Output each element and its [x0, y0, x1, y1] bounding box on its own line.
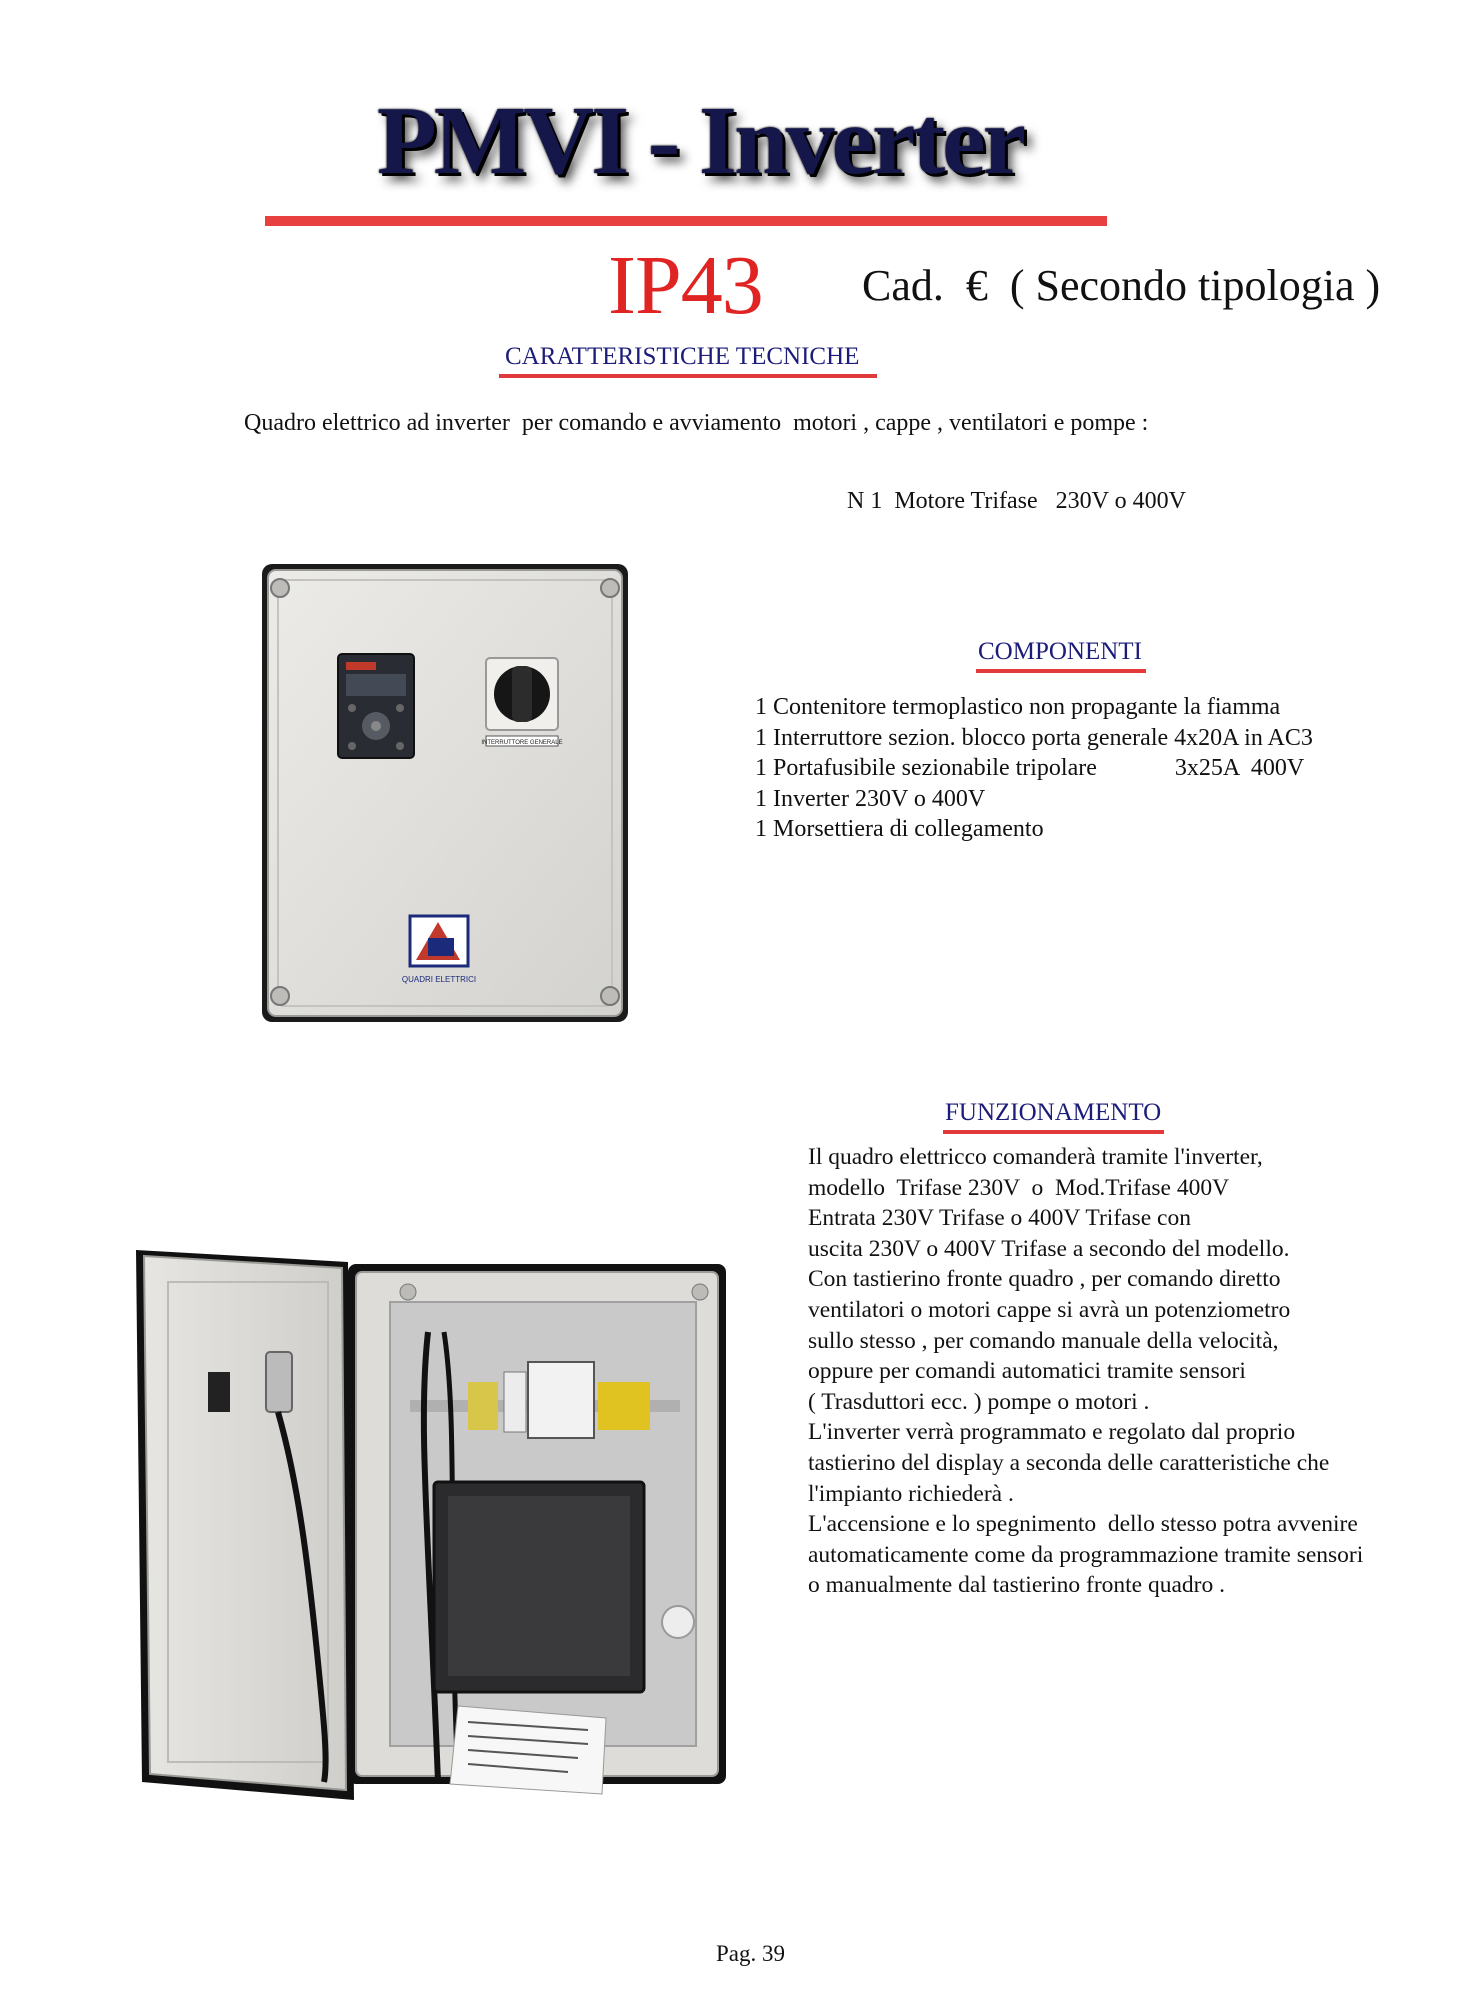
text-line: tastierino del display a seconda delle caratteristiche che: [808, 1449, 1330, 1476]
components-list: [755, 692, 1313, 845]
text-line: Entrata 230V Trifase o 400V Trifase con: [808, 1205, 1191, 1232]
section-heading-label: COMPONENTI: [978, 638, 1142, 665]
section-heading-funzionamento: [945, 1098, 1161, 1134]
text-line: sullo stesso , per comando manuale della velocità,: [808, 1327, 1279, 1354]
text-line: L'accensione e lo spegnimento dello stesso potra avvenire: [808, 1511, 1358, 1538]
control-panel-front-photo: [258, 560, 632, 1026]
text-line: Con tastierino fronte quadro , per comando diretto: [808, 1266, 1281, 1293]
section-underline: [499, 374, 877, 378]
section-heading-caratteristiche: [505, 342, 859, 378]
page-title: PMVI - Inverter: [376, 87, 1024, 195]
text-line: l'impianto richiederà .: [808, 1480, 1014, 1507]
list-item: 1 Inverter 230V o 400V: [755, 785, 986, 812]
section-underline: [943, 1130, 1164, 1134]
title-underline: [265, 216, 1107, 226]
section-heading-componenti: [978, 637, 1142, 673]
text-line: automaticamente come da programmazione tramite sensori: [808, 1541, 1364, 1568]
text-line: ventilatori o motori cappe si avrà un potenziometro: [808, 1296, 1291, 1323]
funzionamento-text: [808, 1142, 1363, 1601]
text-line: uscita 230V o 400V Trifase a secondo del modello.: [808, 1235, 1290, 1262]
list-item: 1 Portafusibile sezionabile tripolare 3x25A 400V: [755, 755, 1305, 781]
text-line: oppure per comandi automatici tramite sensori: [808, 1358, 1246, 1385]
text-line: ( Trasduttori ecc. ) pompe o motori .: [808, 1388, 1150, 1415]
section-heading-label: CARATTERISTICHE TECNICHE: [505, 343, 860, 370]
switch-label: INTERRUTTORE GENERALE: [481, 740, 563, 746]
logo-caption: QUADRI ELETTRICI: [401, 975, 477, 984]
motor-spec: N 1 Motore Trifase 230V o 400V: [847, 488, 1186, 514]
control-panel-open-photo: [128, 1222, 730, 1806]
section-heading-label: FUNZIONAMENTO: [945, 1099, 1162, 1126]
list-item: 1 Interruttore sezion. blocco porta generale 4x20A in AC3: [755, 724, 1313, 751]
price-text: Cad. € ( Secondo tipologia ): [862, 261, 1381, 310]
intro-text: Quadro elettrico ad inverter per comando e avviamento motori , cappe , ventilatori e pompe :: [244, 410, 1149, 436]
list-item: 1 Morsettiera di collegamento: [755, 816, 1044, 842]
text-line: Il quadro elettricco comanderà tramite l'inverter,: [808, 1144, 1263, 1170]
list-item: 1 Contenitore termoplastico non propagante la fiamma: [755, 694, 1281, 720]
section-underline: [976, 669, 1146, 673]
text-line: o manualmente dal tastierino fronte quadro .: [808, 1572, 1225, 1599]
page-number: Pag. 39: [716, 1941, 785, 1966]
ip-rating: IP43: [608, 239, 763, 332]
text-line: modello Trifase 230V o Mod.Trifase 400V: [808, 1174, 1230, 1201]
text-line: L'inverter verrà programmato e regolato dal proprio: [808, 1419, 1296, 1446]
